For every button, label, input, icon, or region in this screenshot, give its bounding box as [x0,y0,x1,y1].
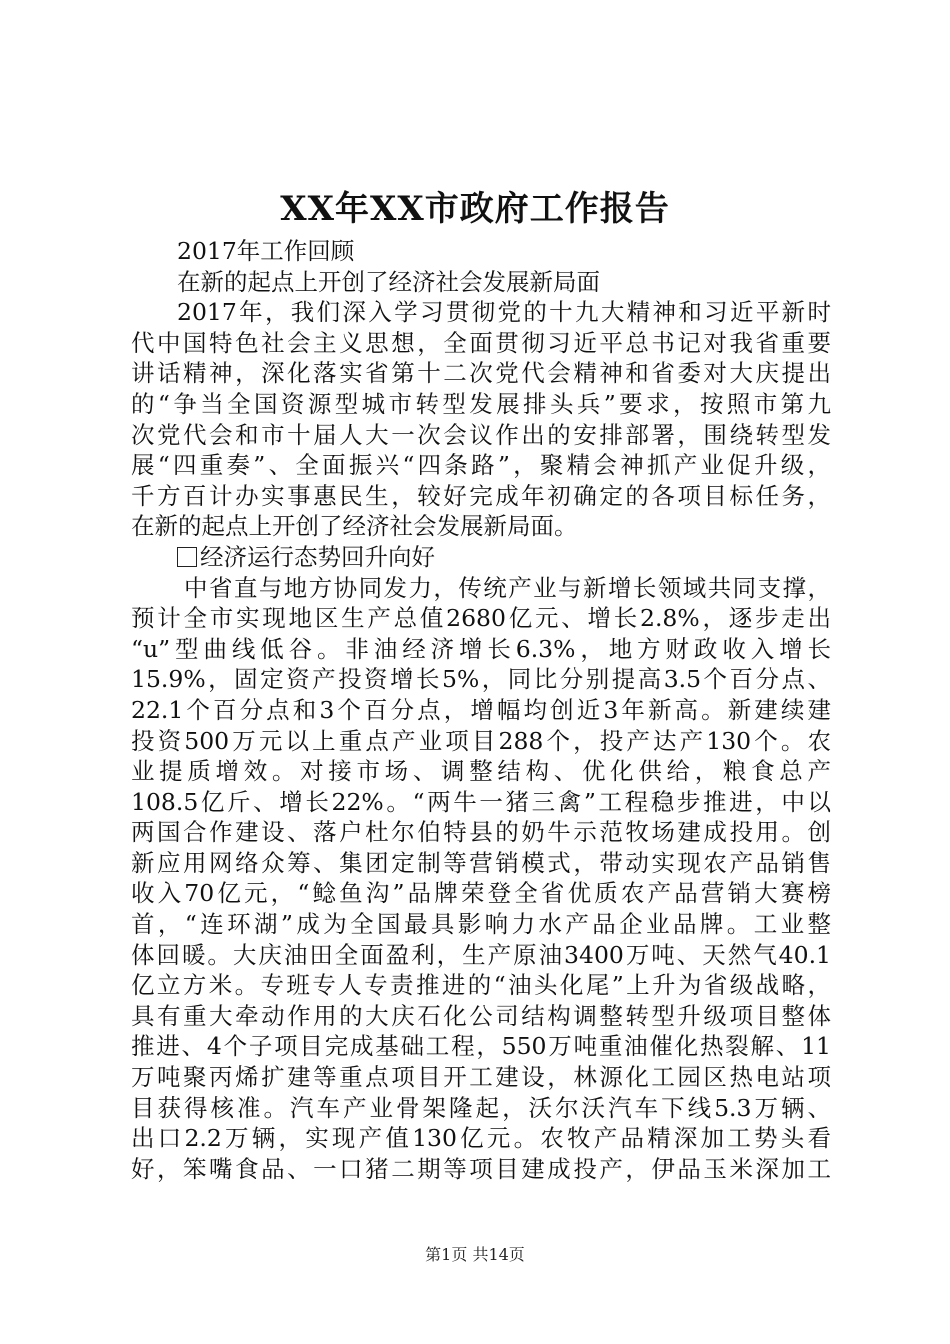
paragraph-line: “u”型曲线低谷。非油经济增长6.3%，地方财政收入增长 [131,634,831,663]
paragraph-line: 在新的起点上开创了经济社会发展新局面。 [131,512,578,541]
subheading: 在新的起点上开创了经济社会发展新局面 [177,267,600,296]
paragraph-line: 首，“连环湖”成为全国最具影响力水产品企业品牌。工业整 [131,910,831,939]
section-heading: 2017年工作回顾 [177,237,355,265]
paragraph-line: 好，笨嘴食品、一口猪二期等项目建成投产，伊品玉米深加工 [131,1154,831,1183]
paragraph-line: 108.5亿斤、增长22%。“两牛一猪三禽”工程稳步推进，中以 [131,787,831,816]
paragraph-line: 出口2.2万辆，实现产值130亿元。农牧产品精深加工势头看 [131,1124,831,1153]
checkbox-icon [177,547,197,567]
paragraph-line: 中省直与地方协同发力，传统产业与新增长领域共同支撑， [184,573,831,602]
paragraph-line: 15.9%，固定资产投资增长5%，同比分别提高3.5个百分点、 [131,665,831,694]
item-heading-row [131,542,831,573]
paragraph-line: 展“四重奏”、全面振兴“四条路”，聚精会神抓产业促升级， [131,451,831,480]
paragraph-line: 投资500万元以上重点产业项目288个，投产达产130个。农 [131,726,831,755]
paragraph-line: 代中国特色社会主义思想，全面贯彻习近平总书记对我省重要 [131,328,831,357]
paragraph-line: 的“争当全国资源型城市转型发展排头兵”要求，按照市第九 [131,389,831,418]
paragraph-line: 预计全市实现地区生产总值2680亿元、增长2.8%，逐步走出 [131,604,831,633]
item-heading: 经济运行态势回升向好 [200,542,435,571]
paragraph-line: 新应用网络众筹、集团定制等营销模式，带动实现农产品销售 [131,848,831,877]
page-footer: 第1页 共14页 [425,1245,525,1264]
paragraph-line: 具有重大牵动作用的大庆石化公司结构调整转型升级项目整体 [131,1001,831,1030]
paragraph-line: 收入70亿元，“鲶鱼沟”品牌荣登全省优质农产品营销大赛榜 [131,879,831,908]
paragraph-line: 万吨聚丙烯扩建等重点项目开工建设，林源化工园区热电站项 [131,1063,831,1092]
paragraph-line: 体回暖。大庆油田全面盈利，生产原油3400万吨、天然气40.1 [131,940,831,969]
paragraph-line: 2017年，我们深入学习贯彻党的十九大精神和习近平新时 [177,298,831,327]
document-title: XX年XX市政府工作报告 [280,189,670,229]
paragraph-line: 业提质增效。对接市场、调整结构、优化供给，粮食总产 [131,757,831,786]
paragraph-line: 推进、4个子项目完成基础工程，550万吨重油催化热裂解、11 [131,1032,831,1061]
paragraph-line: 22.1个百分点和3个百分点，增幅均创近3年新高。新建续建 [131,695,831,724]
document-body [131,236,831,1184]
paragraph-line: 千方百计办实事惠民生，较好完成年初确定的各项目标任务， [131,481,831,510]
paragraph-line: 次党代会和市十届人大一次会议作出的安排部署，围绕转型发 [131,420,831,449]
paragraph-line: 亿立方米。专班专人专责推进的“油头化尾”上升为省级战略， [131,971,831,1000]
paragraph-line: 两国合作建设、落户杜尔伯特县的奶牛示范牧场建成投用。创 [131,818,831,847]
paragraph-line: 讲话精神，深化落实省第十二次党代会精神和省委对大庆提出 [131,359,831,388]
paragraph-line: 目获得核准。汽车产业骨架隆起，沃尔沃汽车下线5.3万辆、 [131,1093,831,1122]
